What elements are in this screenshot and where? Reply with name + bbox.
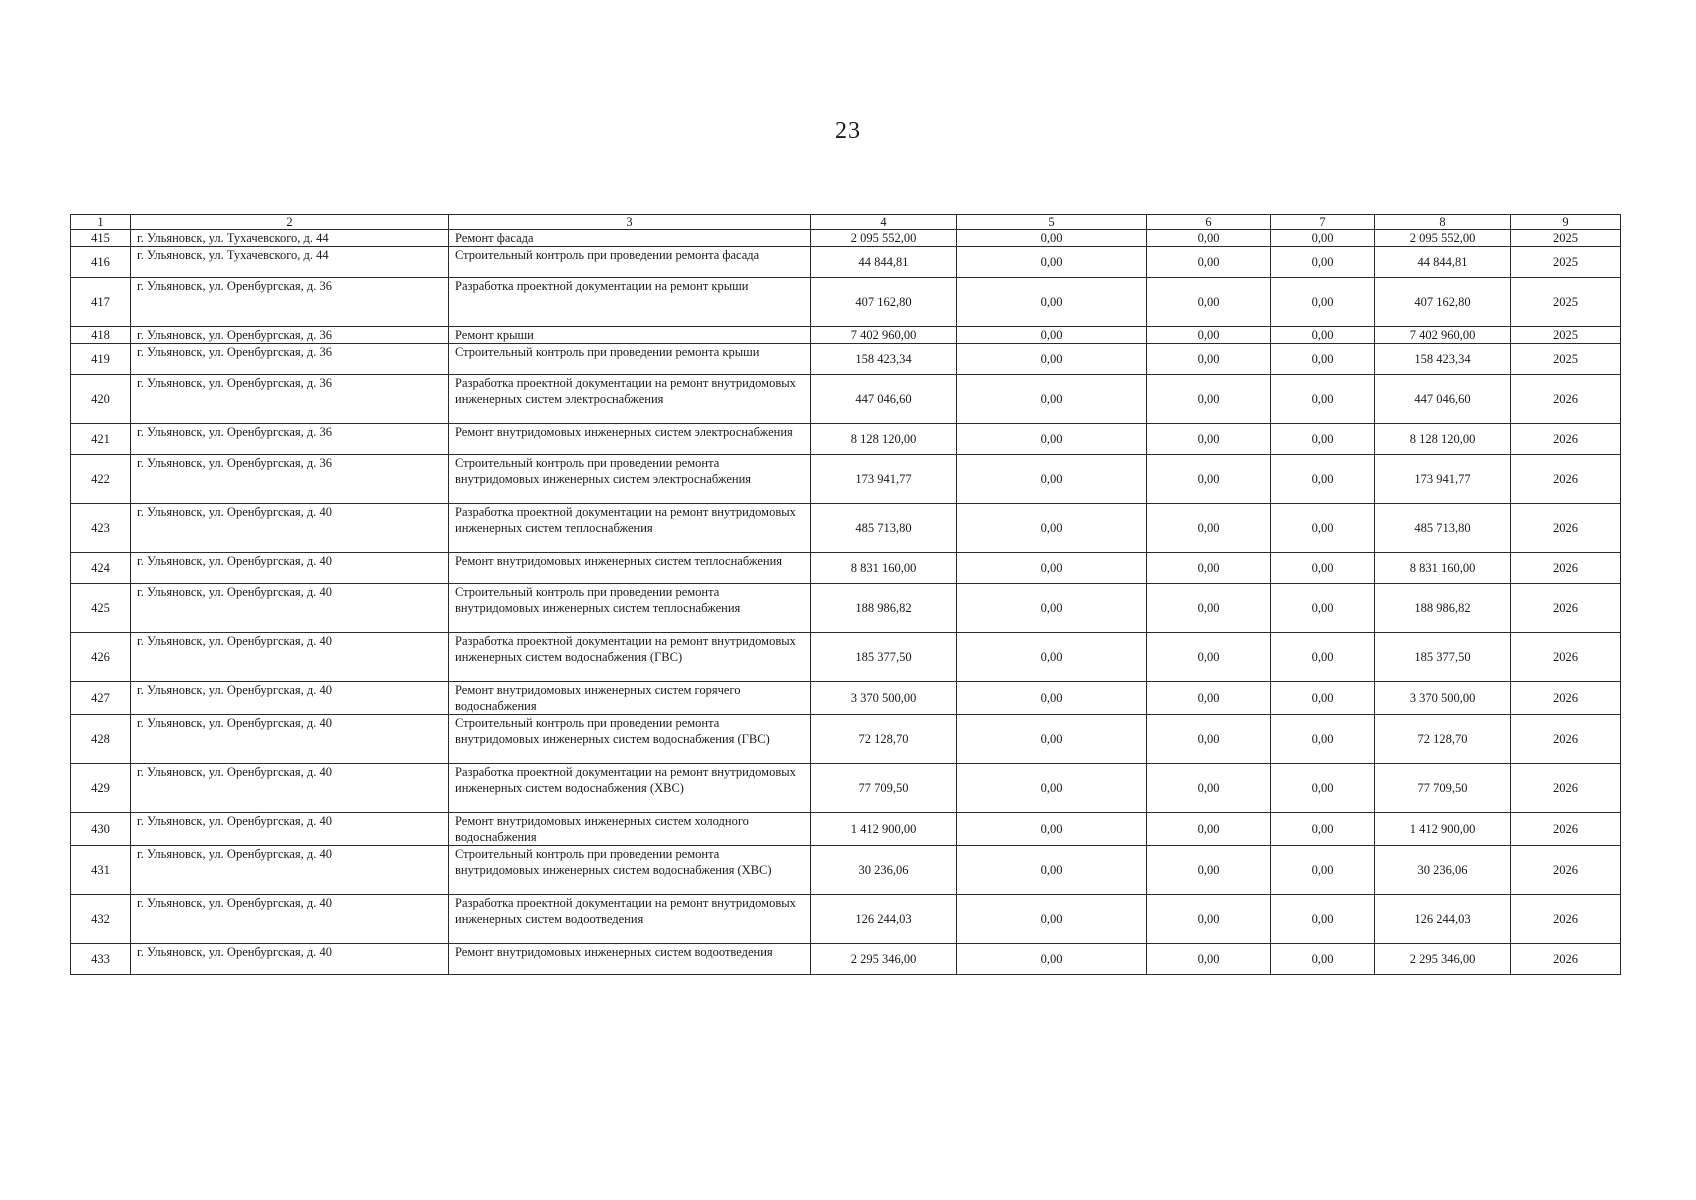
table-row [71, 375, 1621, 424]
column-7-cell: 0,00 [1271, 633, 1375, 682]
column-8-cell: 173 941,77 [1375, 455, 1511, 504]
year-cell: 2026 [1511, 895, 1621, 944]
column-6-cell: 0,00 [1147, 813, 1271, 846]
address-cell: г. Ульяновск, ул. Оренбургская, д. 40 [131, 633, 449, 682]
row-number-cell: 425 [71, 584, 131, 633]
address-cell: г. Ульяновск, ул. Оренбургская, д. 40 [131, 944, 449, 975]
column-5-cell: 0,00 [957, 424, 1147, 455]
column-8-cell: 7 402 960,00 [1375, 327, 1511, 344]
column-8-cell: 30 236,06 [1375, 846, 1511, 895]
column-5-cell: 0,00 [957, 278, 1147, 327]
row-number-cell: 415 [71, 230, 131, 247]
total-cost-cell: 447 046,60 [811, 375, 957, 424]
work-type-cell: Строительный контроль при проведении ремонта фасада [449, 247, 811, 278]
total-cost-cell: 173 941,77 [811, 455, 957, 504]
total-cost-cell: 8 128 120,00 [811, 424, 957, 455]
table-row [71, 813, 1621, 846]
work-type-cell: Ремонт внутридомовых инженерных систем водоотведения [449, 944, 811, 975]
column-5-cell: 0,00 [957, 344, 1147, 375]
column-5-cell: 0,00 [957, 846, 1147, 895]
work-type-cell: Разработка проектной документации на ремонт внутридомовых инженерных систем водоснабжения (ХВС) [449, 764, 811, 813]
address-cell: г. Ульяновск, ул. Оренбургская, д. 36 [131, 455, 449, 504]
work-type-cell: Строительный контроль при проведении ремонта внутридомовых инженерных систем водоснабжения (ГВС) [449, 715, 811, 764]
total-cost-cell: 407 162,80 [811, 278, 957, 327]
work-type-cell: Ремонт крыши [449, 327, 811, 344]
column-header: 6 [1147, 215, 1271, 230]
column-7-cell: 0,00 [1271, 715, 1375, 764]
total-cost-cell: 126 244,03 [811, 895, 957, 944]
year-cell: 2025 [1511, 278, 1621, 327]
column-5-cell: 0,00 [957, 944, 1147, 975]
address-cell: г. Ульяновск, ул. Оренбургская, д. 40 [131, 584, 449, 633]
row-number-cell: 418 [71, 327, 131, 344]
column-5-cell: 0,00 [957, 895, 1147, 944]
column-6-cell: 0,00 [1147, 944, 1271, 975]
column-8-cell: 2 095 552,00 [1375, 230, 1511, 247]
column-header: 2 [131, 215, 449, 230]
column-6-cell: 0,00 [1147, 715, 1271, 764]
column-8-cell: 2 295 346,00 [1375, 944, 1511, 975]
table-row [71, 553, 1621, 584]
work-type-cell: Строительный контроль при проведении ремонта внутридомовых инженерных систем теплоснабжения [449, 584, 811, 633]
column-7-cell: 0,00 [1271, 764, 1375, 813]
row-number-cell: 433 [71, 944, 131, 975]
row-number-cell: 428 [71, 715, 131, 764]
year-cell: 2026 [1511, 944, 1621, 975]
table-row [71, 633, 1621, 682]
column-5-cell: 0,00 [957, 682, 1147, 715]
column-5-cell: 0,00 [957, 230, 1147, 247]
row-number-cell: 422 [71, 455, 131, 504]
address-cell: г. Ульяновск, ул. Оренбургская, д. 40 [131, 553, 449, 584]
column-number-row [71, 215, 1621, 230]
column-7-cell: 0,00 [1271, 504, 1375, 553]
column-5-cell: 0,00 [957, 375, 1147, 424]
column-header: 1 [71, 215, 131, 230]
column-6-cell: 0,00 [1147, 846, 1271, 895]
year-cell: 2026 [1511, 682, 1621, 715]
year-cell: 2026 [1511, 584, 1621, 633]
total-cost-cell: 1 412 900,00 [811, 813, 957, 846]
address-cell: г. Ульяновск, ул. Оренбургская, д. 40 [131, 504, 449, 553]
column-7-cell: 0,00 [1271, 247, 1375, 278]
column-7-cell: 0,00 [1271, 553, 1375, 584]
column-8-cell: 185 377,50 [1375, 633, 1511, 682]
column-6-cell: 0,00 [1147, 584, 1271, 633]
column-header: 5 [957, 215, 1147, 230]
column-6-cell: 0,00 [1147, 375, 1271, 424]
work-type-cell: Разработка проектной документации на ремонт крыши [449, 278, 811, 327]
table-row [71, 504, 1621, 553]
total-cost-cell: 30 236,06 [811, 846, 957, 895]
repair-schedule-table [70, 214, 1621, 975]
year-cell: 2025 [1511, 230, 1621, 247]
column-5-cell: 0,00 [957, 633, 1147, 682]
total-cost-cell: 3 370 500,00 [811, 682, 957, 715]
column-8-cell: 485 713,80 [1375, 504, 1511, 553]
work-type-cell: Ремонт внутридомовых инженерных систем теплоснабжения [449, 553, 811, 584]
table-row [71, 278, 1621, 327]
table-row [71, 764, 1621, 813]
year-cell: 2026 [1511, 813, 1621, 846]
year-cell: 2026 [1511, 375, 1621, 424]
address-cell: г. Ульяновск, ул. Оренбургская, д. 40 [131, 846, 449, 895]
address-cell: г. Ульяновск, ул. Оренбургская, д. 40 [131, 682, 449, 715]
year-cell: 2026 [1511, 846, 1621, 895]
page-number: 23 [835, 118, 861, 144]
column-8-cell: 8 831 160,00 [1375, 553, 1511, 584]
column-7-cell: 0,00 [1271, 344, 1375, 375]
table-body [71, 230, 1621, 975]
year-cell: 2026 [1511, 633, 1621, 682]
total-cost-cell: 2 295 346,00 [811, 944, 957, 975]
column-6-cell: 0,00 [1147, 553, 1271, 584]
address-cell: г. Ульяновск, ул. Оренбургская, д. 36 [131, 344, 449, 375]
column-6-cell: 0,00 [1147, 278, 1271, 327]
column-6-cell: 0,00 [1147, 230, 1271, 247]
total-cost-cell: 485 713,80 [811, 504, 957, 553]
table-row [71, 327, 1621, 344]
work-type-cell: Ремонт внутридомовых инженерных систем электроснабжения [449, 424, 811, 455]
column-7-cell: 0,00 [1271, 278, 1375, 327]
work-type-cell: Ремонт внутридомовых инженерных систем холодного водоснабжения [449, 813, 811, 846]
year-cell: 2026 [1511, 424, 1621, 455]
year-cell: 2026 [1511, 715, 1621, 764]
column-8-cell: 126 244,03 [1375, 895, 1511, 944]
row-number-cell: 416 [71, 247, 131, 278]
column-header: 3 [449, 215, 811, 230]
table-row [71, 247, 1621, 278]
column-5-cell: 0,00 [957, 455, 1147, 504]
column-6-cell: 0,00 [1147, 455, 1271, 504]
row-number-cell: 417 [71, 278, 131, 327]
table-row [71, 344, 1621, 375]
column-header: 4 [811, 215, 957, 230]
address-cell: г. Ульяновск, ул. Оренбургская, д. 36 [131, 375, 449, 424]
column-8-cell: 158 423,34 [1375, 344, 1511, 375]
table-row [71, 455, 1621, 504]
column-7-cell: 0,00 [1271, 895, 1375, 944]
row-number-cell: 431 [71, 846, 131, 895]
column-header: 7 [1271, 215, 1375, 230]
work-type-cell: Разработка проектной документации на ремонт внутридомовых инженерных систем водоотведения [449, 895, 811, 944]
column-7-cell: 0,00 [1271, 584, 1375, 633]
column-8-cell: 1 412 900,00 [1375, 813, 1511, 846]
work-type-cell: Ремонт фасада [449, 230, 811, 247]
column-7-cell: 0,00 [1271, 944, 1375, 975]
column-7-cell: 0,00 [1271, 230, 1375, 247]
column-header: 8 [1375, 215, 1511, 230]
column-8-cell: 188 986,82 [1375, 584, 1511, 633]
address-cell: г. Ульяновск, ул. Оренбургская, д. 40 [131, 715, 449, 764]
column-5-cell: 0,00 [957, 813, 1147, 846]
address-cell: г. Ульяновск, ул. Оренбургская, д. 36 [131, 278, 449, 327]
column-6-cell: 0,00 [1147, 895, 1271, 944]
work-type-cell: Строительный контроль при проведении ремонта крыши [449, 344, 811, 375]
address-cell: г. Ульяновск, ул. Оренбургская, д. 40 [131, 895, 449, 944]
year-cell: 2026 [1511, 553, 1621, 584]
year-cell: 2026 [1511, 504, 1621, 553]
year-cell: 2025 [1511, 247, 1621, 278]
year-cell: 2025 [1511, 344, 1621, 375]
work-type-cell: Разработка проектной документации на ремонт внутридомовых инженерных систем электроснабжения [449, 375, 811, 424]
column-8-cell: 3 370 500,00 [1375, 682, 1511, 715]
column-6-cell: 0,00 [1147, 633, 1271, 682]
row-number-cell: 419 [71, 344, 131, 375]
table-row [71, 230, 1621, 247]
column-8-cell: 72 128,70 [1375, 715, 1511, 764]
column-6-cell: 0,00 [1147, 424, 1271, 455]
column-5-cell: 0,00 [957, 247, 1147, 278]
column-6-cell: 0,00 [1147, 344, 1271, 375]
work-type-cell: Разработка проектной документации на ремонт внутридомовых инженерных систем теплоснабжения [449, 504, 811, 553]
year-cell: 2026 [1511, 764, 1621, 813]
work-type-cell: Ремонт внутридомовых инженерных систем горячего водоснабжения [449, 682, 811, 715]
total-cost-cell: 8 831 160,00 [811, 553, 957, 584]
column-6-cell: 0,00 [1147, 504, 1271, 553]
address-cell: г. Ульяновск, ул. Оренбургская, д. 40 [131, 764, 449, 813]
column-8-cell: 447 046,60 [1375, 375, 1511, 424]
column-header: 9 [1511, 215, 1621, 230]
total-cost-cell: 7 402 960,00 [811, 327, 957, 344]
column-7-cell: 0,00 [1271, 455, 1375, 504]
row-number-cell: 420 [71, 375, 131, 424]
year-cell: 2026 [1511, 455, 1621, 504]
total-cost-cell: 77 709,50 [811, 764, 957, 813]
total-cost-cell: 44 844,81 [811, 247, 957, 278]
table-row [71, 715, 1621, 764]
column-8-cell: 8 128 120,00 [1375, 424, 1511, 455]
address-cell: г. Ульяновск, ул. Оренбургская, д. 36 [131, 424, 449, 455]
column-6-cell: 0,00 [1147, 682, 1271, 715]
address-cell: г. Ульяновск, ул. Тухачевского, д. 44 [131, 247, 449, 278]
column-7-cell: 0,00 [1271, 424, 1375, 455]
column-8-cell: 44 844,81 [1375, 247, 1511, 278]
column-5-cell: 0,00 [957, 584, 1147, 633]
total-cost-cell: 185 377,50 [811, 633, 957, 682]
column-6-cell: 0,00 [1147, 327, 1271, 344]
year-cell: 2025 [1511, 327, 1621, 344]
table-row [71, 424, 1621, 455]
total-cost-cell: 158 423,34 [811, 344, 957, 375]
row-number-cell: 426 [71, 633, 131, 682]
total-cost-cell: 72 128,70 [811, 715, 957, 764]
table-row [71, 944, 1621, 975]
column-5-cell: 0,00 [957, 553, 1147, 584]
column-8-cell: 77 709,50 [1375, 764, 1511, 813]
total-cost-cell: 188 986,82 [811, 584, 957, 633]
table-row [71, 584, 1621, 633]
address-cell: г. Ульяновск, ул. Тухачевского, д. 44 [131, 230, 449, 247]
row-number-cell: 427 [71, 682, 131, 715]
address-cell: г. Ульяновск, ул. Оренбургская, д. 36 [131, 327, 449, 344]
work-type-cell: Разработка проектной документации на ремонт внутридомовых инженерных систем водоснабжения (ГВС) [449, 633, 811, 682]
column-7-cell: 0,00 [1271, 327, 1375, 344]
column-7-cell: 0,00 [1271, 682, 1375, 715]
row-number-cell: 424 [71, 553, 131, 584]
work-type-cell: Строительный контроль при проведении ремонта внутридомовых инженерных систем водоснабжения (ХВС) [449, 846, 811, 895]
row-number-cell: 432 [71, 895, 131, 944]
table-row [71, 895, 1621, 944]
column-5-cell: 0,00 [957, 715, 1147, 764]
column-5-cell: 0,00 [957, 764, 1147, 813]
column-7-cell: 0,00 [1271, 813, 1375, 846]
address-cell: г. Ульяновск, ул. Оренбургская, д. 40 [131, 813, 449, 846]
column-7-cell: 0,00 [1271, 375, 1375, 424]
row-number-cell: 430 [71, 813, 131, 846]
row-number-cell: 423 [71, 504, 131, 553]
column-8-cell: 407 162,80 [1375, 278, 1511, 327]
work-type-cell: Строительный контроль при проведении ремонта внутридомовых инженерных систем электроснабжения [449, 455, 811, 504]
column-6-cell: 0,00 [1147, 247, 1271, 278]
total-cost-cell: 2 095 552,00 [811, 230, 957, 247]
column-6-cell: 0,00 [1147, 764, 1271, 813]
table-row [71, 846, 1621, 895]
column-5-cell: 0,00 [957, 327, 1147, 344]
table-row [71, 682, 1621, 715]
row-number-cell: 429 [71, 764, 131, 813]
row-number-cell: 421 [71, 424, 131, 455]
column-7-cell: 0,00 [1271, 846, 1375, 895]
column-5-cell: 0,00 [957, 504, 1147, 553]
